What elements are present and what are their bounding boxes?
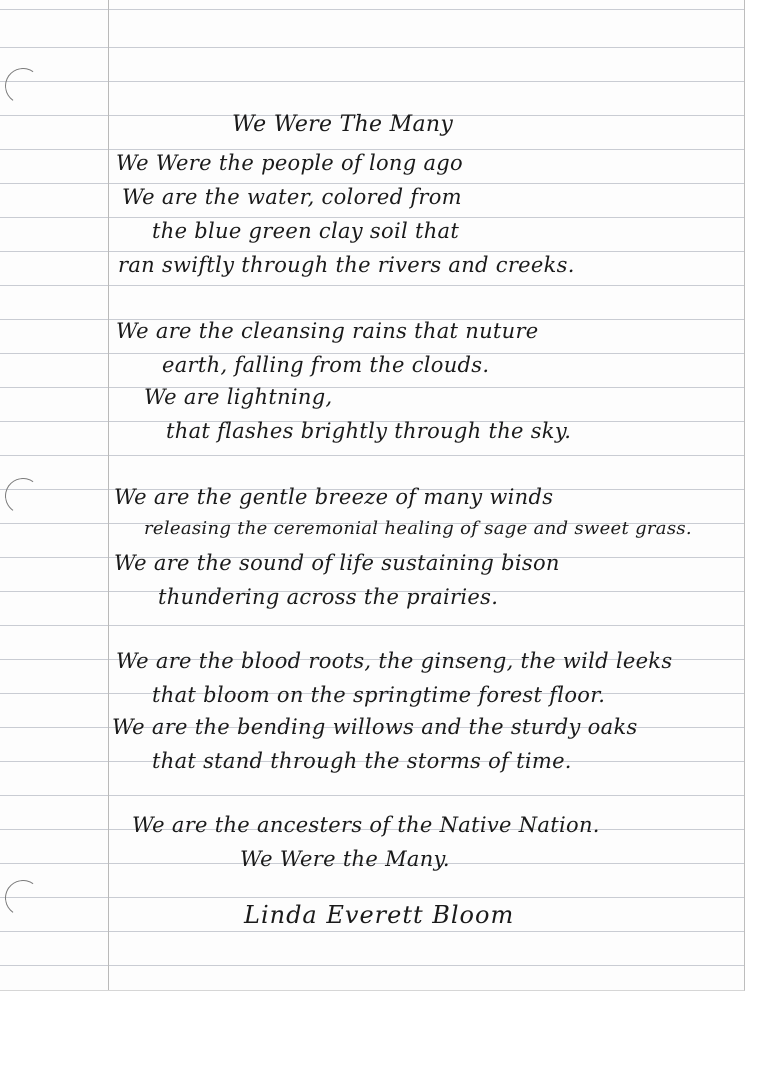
poem-line: thundering across the prairies. [158,585,499,609]
poem-line: that bloom on the springtime forest floor. [152,683,606,707]
poem-line: that stand through the storms of time. [152,749,572,773]
poem-line: that flashes brightly through the sky. [166,419,572,443]
poem-line: earth, falling from the clouds. [162,353,490,377]
poem-line: We are the gentle breeze of many winds [114,485,554,509]
poem-line: the blue green clay soil that [152,219,460,243]
poem-line: We are the ancesters of the Native Nation. [132,813,600,837]
poem-line: ran swiftly through the rivers and creeks. [118,253,575,277]
author-signature: Linda Everett Bloom [244,901,515,929]
poem-line: We Were the people of long ago [116,151,463,175]
poem-line: We are the cleansing rains that nuture [116,319,539,343]
poem-line: releasing the ceremonial healing of sage and sweet grass. [144,518,692,539]
poem-line: We Were the Many. [240,847,450,871]
poem-line: We are the sound of life sustaining bison [114,551,560,575]
poem-line: We are lightning, [144,385,333,409]
poem-line: We are the water, colored from [122,185,462,209]
poem-line: We are the blood roots, the ginseng, the wild leeks [116,649,673,673]
poem-line: We are the bending willows and the sturdy oaks [112,715,638,739]
poem-title: We Were The Many [232,112,454,137]
